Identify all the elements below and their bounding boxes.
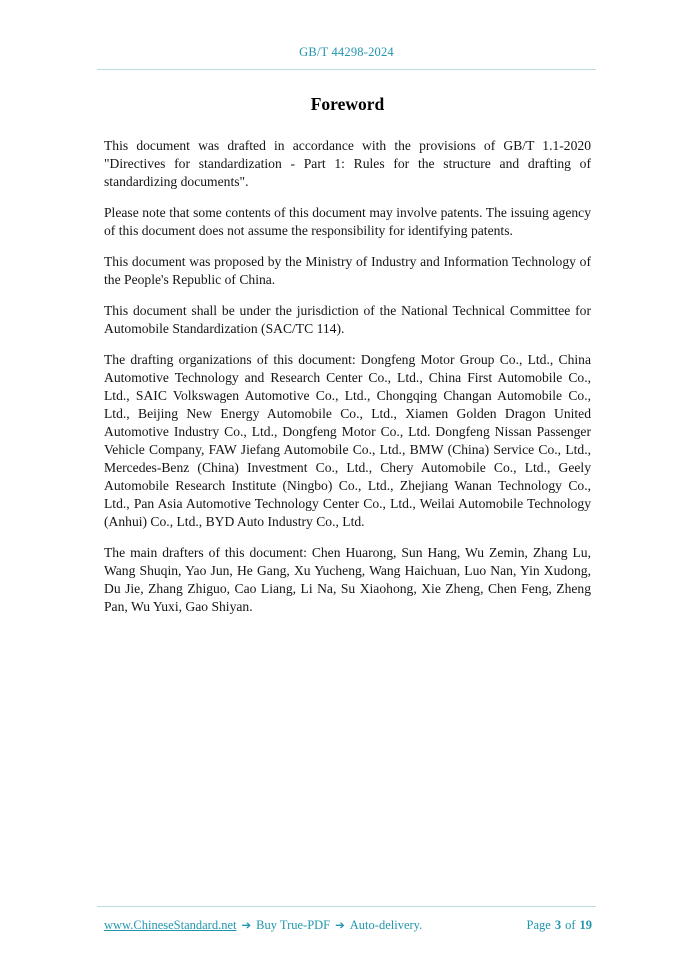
footer-site-link[interactable]: www.ChineseStandard.net [104,918,237,932]
paragraph-patents-notice: Please note that some contents of this document may involve patents. The issuing agency of this document does not assume the responsibility for identifying patents. [104,205,591,238]
page-indicator [527,918,596,933]
paragraph-drafting-provisions: This document was drafted in accordance with the provisions of GB/T 1.1-2020 "Directives for standardization - Part 1: Rules for the structure and drafting of standardizing documents". [104,138,591,189]
paragraph-proposed-by: This document was proposed by the Ministry of Industry and Information Technology of the People's Republic of China. [104,254,591,287]
total-page-number: 19 [579,918,592,932]
paragraph-jurisdiction: This document shall be under the jurisdiction of the National Technical Committee for Automobile Standardization (SAC/TC 114). [104,303,591,336]
document-number: GB/T 44298-2024 [299,45,394,59]
footer-buy-label: Buy True-PDF [256,918,331,932]
of-word-label: of [565,918,576,932]
paragraph-drafting-organizations: The drafting organizations of this document: Dongfeng Motor Group Co., Ltd., China Automotive Technology and Research Center Co., Ltd., China First Automobile Co., Ltd., SAIC Volkswagen Automotive Co., Ltd., Chongqing Changan Automobile Co., Ltd., Beijing New Energy Automobile Co., Ltd., Xiamen Golden Dragon United Automotive Industry Co., Ltd., Dongfeng Motor Co., Ltd. Dongfeng Nissan Passenger Vehicle Company, FAW Jiefang Automobile Co., Ltd., BMW (China) Service Co., Ltd., Mercedes-Benz (China) Investment Co., Ltd., Chery Automobile Co., Ltd., Geely Automobile Research Institute (Ningbo) Co., Ltd., Zhejiang Wanan Technology Co., Ltd., Pan Asia Automotive Technology Center Co., Ltd., Weilai Automobile Technology (Anhui) Co., Ltd., BYD Auto Industry Co., Ltd. [104,352,591,529]
page-word-label: Page [526,918,551,932]
page-footer [97,906,596,980]
page-title: Foreword [310,94,385,114]
footer-row [97,907,596,933]
arrow-right-icon: ➔ [241,918,252,932]
current-page-number: 3 [554,918,562,932]
page-header [97,0,596,70]
arrow-right-icon: ➔ [335,918,345,932]
paragraph-main-drafters: The main drafters of this document: Chen Huarong, Sun Hang, Wu Zemin, Zhang Lu, Wang Shuqin, Yao Jun, He Gang, Xu Yucheng, Wang Haichuan, Luo Nan, Yin Xudong, Du Jie, Zhang Zhiguo, Cao Liang, Li Na, Su Xiaohong, Xie Zheng, Chen Feng, Zheng Pan, Wu Yuxi, Gao Shiyan. [104,545,591,614]
footer-branding [97,918,422,933]
document-body [104,70,591,629]
footer-delivery-label: Auto-delivery. [349,918,423,932]
